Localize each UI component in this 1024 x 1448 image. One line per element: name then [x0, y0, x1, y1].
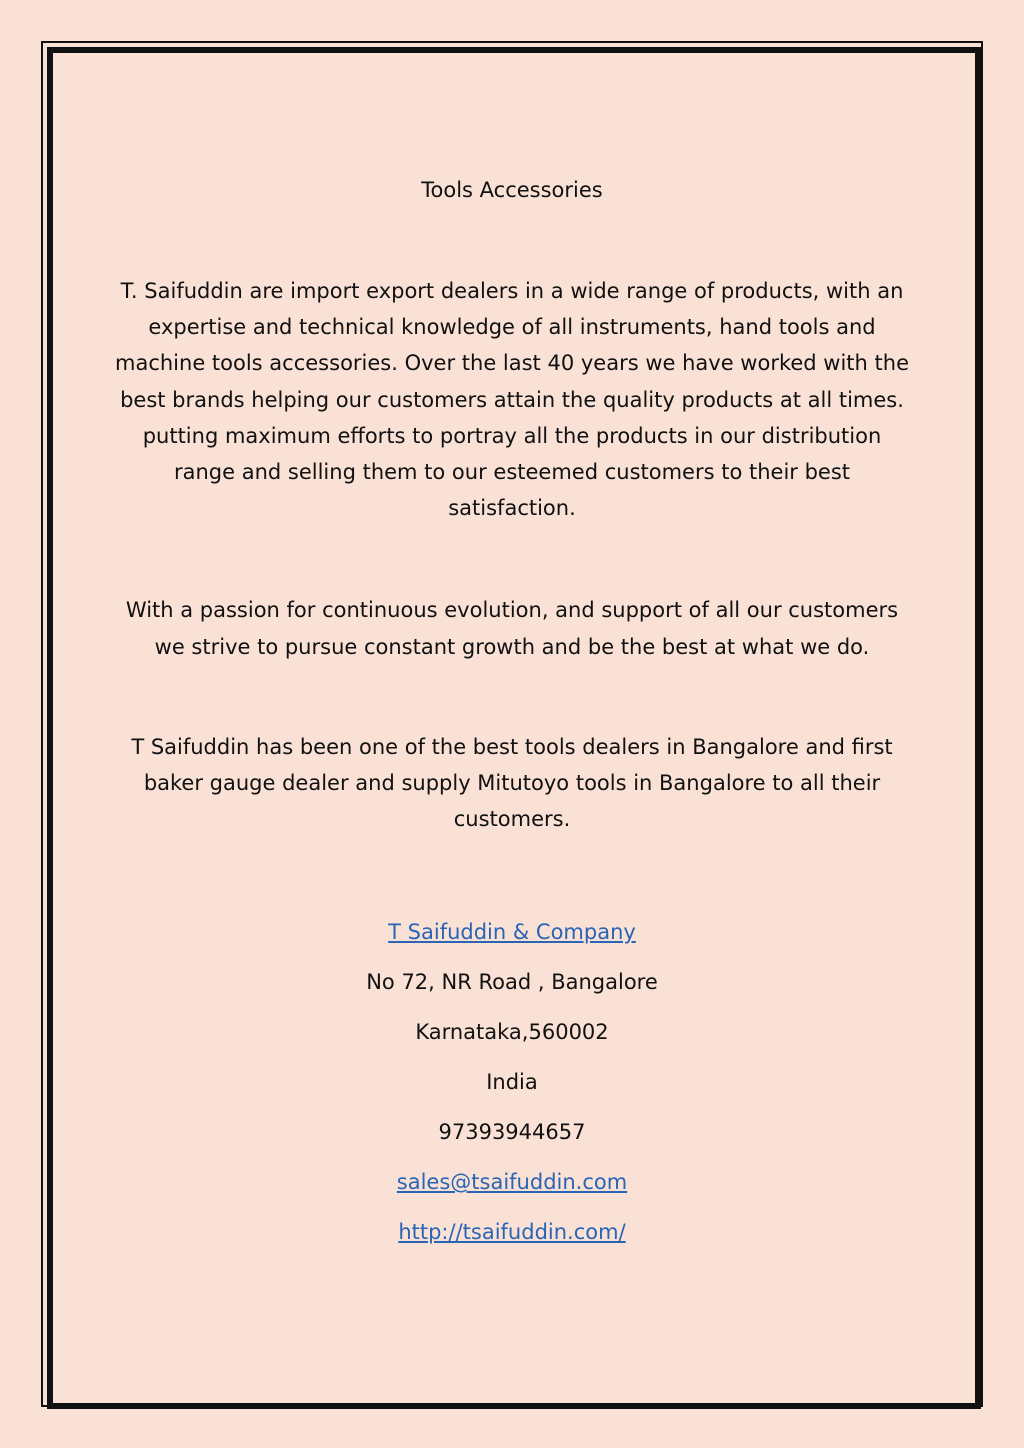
company-link[interactable]: T Saifuddin & Company	[388, 920, 636, 945]
address-line-1: No 72, NR Road , Bangalore	[366, 970, 658, 995]
intro-paragraph: T. Saifuddin are import export dealers in a wide range of products, with an expertise and technical knowledge of all instruments, hand tools and machine tools accessories. Over the last 40 years we have worked with the best brands helping our customers attain the quality products at all times. putting maximum efforts to portray all the products in our distribution range and selling them to our esteemed customers to their best satisfaction.	[115, 279, 909, 521]
mission-paragraph: With a passion for continuous evolution, and support of all our customers we strive to pursue constant growth and be the best at what we do.	[125, 598, 899, 659]
website-link[interactable]: http://tsaifuddin.com/	[398, 1220, 626, 1245]
contact-block	[115, 907, 909, 1257]
dealer-paragraph: T Saifuddin has been one of the best tools dealers in Bangalore and first baker gauge dealer and supply Mitutoyo tools in Bangalore to all their customers.	[131, 734, 893, 832]
document-body	[115, 174, 909, 1257]
country: India	[486, 1070, 538, 1095]
phone-number: 97393944657	[438, 1120, 586, 1145]
address-line-2: Karnataka,560002	[415, 1020, 609, 1045]
email-link[interactable]: sales@tsaifuddin.com	[396, 1170, 628, 1195]
document-title: Tools Accessories	[421, 178, 603, 202]
